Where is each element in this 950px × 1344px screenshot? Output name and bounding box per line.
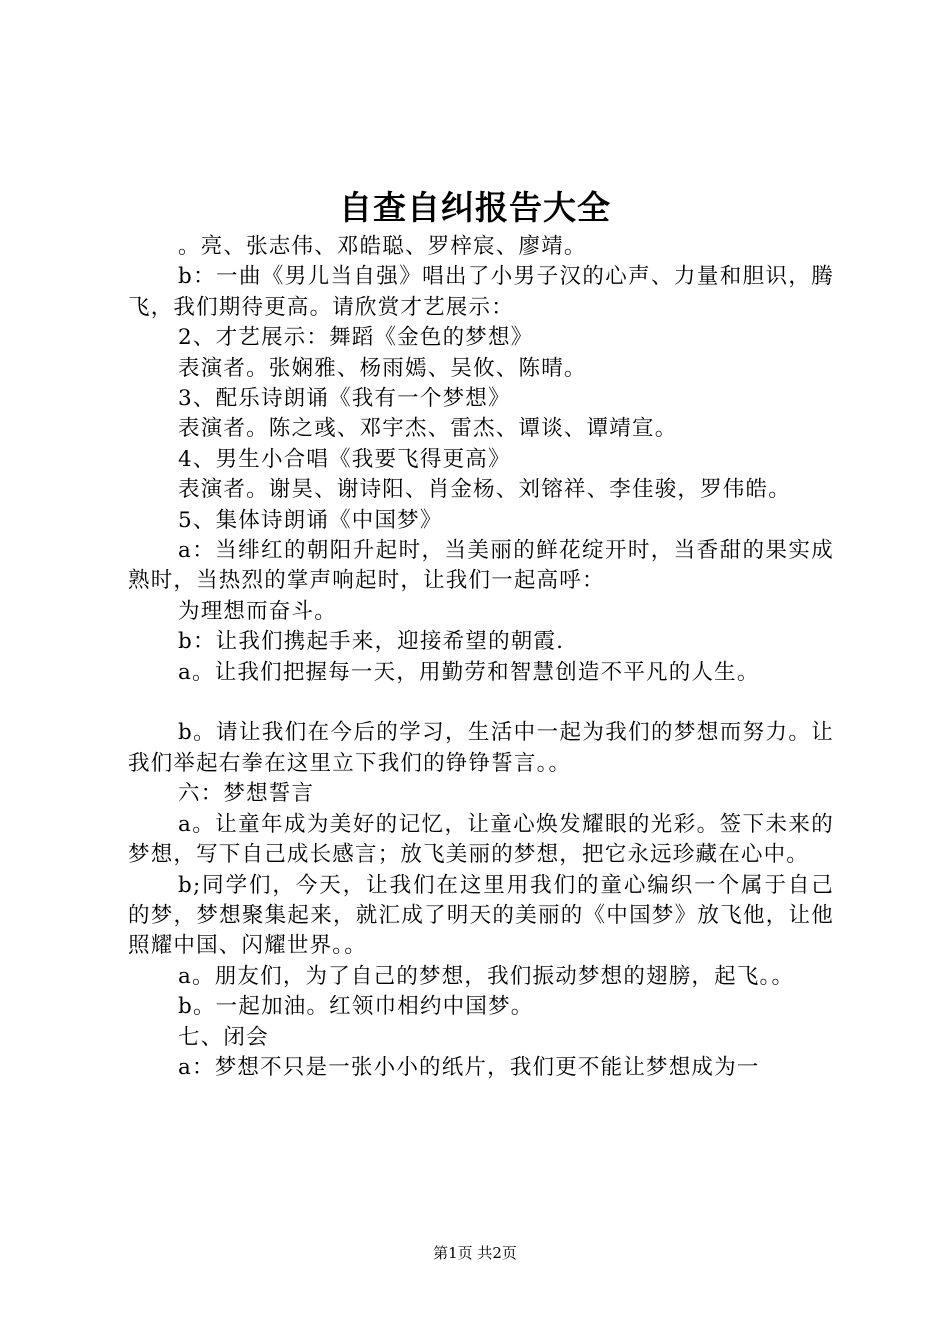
paragraph: b;同学们，今天，让我们在这里用我们的童心编织一个属于自己的梦，梦想聚集起来，就汇成了明天的美丽的《中国梦》放飞他，让他照耀中国、闪耀世界。。: [128, 872, 834, 959]
paragraph: 4、男生小合唱《我要飞得更高》: [178, 446, 511, 472]
paragraph: a。让童年成为美好的记忆，让童心焕发耀眼的光彩。签下未来的梦想，写下自己成长感言；放飞美丽的梦想，把它永远珍藏在心中。: [128, 811, 834, 868]
blank-line: [128, 688, 834, 718]
paragraph: 表演者。张娴雅、杨雨嫣、吴攸、陈晴。: [178, 355, 587, 381]
page-footer: 第1页 共2页: [433, 1244, 517, 1262]
paragraph: a。让我们把握每一天，用勤劳和智慧创造不平凡的人生。: [178, 659, 760, 685]
paragraph: 表演者。谢昊、谢诗阳、肖金杨、刘镕祥、李佳骏，罗伟皓。: [178, 477, 791, 503]
paragraph: b。请让我们在今后的学习，生活中一起为我们的梦想而努力。让我们举起右拳在这里立下我们的铮铮誓言。。: [128, 720, 834, 776]
paragraph: a：梦想不只是一张小小的纸片，我们更不能让梦想成为一: [178, 1054, 760, 1080]
document-body: [128, 232, 834, 1083]
paragraph: b：一曲《男儿当自强》唱出了小男子汉的心声、力量和胆识，腾飞，我们期待更高。请欣赏才艺展示：: [128, 264, 834, 320]
paragraph: 5、集体诗朗诵《中国梦》: [178, 507, 443, 533]
paragraph: 表演者。陈之彧、邓宇杰、雷杰、谭谈、谭靖宣。: [178, 416, 678, 442]
paragraph: b：让我们携起手来，迎接希望的朝霞.: [178, 629, 565, 655]
paragraph: 六：梦想誓言: [178, 781, 315, 807]
paragraph: 3、配乐诗朗诵《我有一个梦想》: [178, 386, 511, 412]
paragraph: b。一起加油。红领巾相约中国梦。: [178, 994, 534, 1020]
paragraph: 七、闭会: [178, 1024, 269, 1050]
paragraph: 2、才艺展示：舞蹈《金色的梦想》: [178, 325, 534, 351]
paragraph: a：当绯红的朝阳升起时，当美丽的鲜花绽开时，当香甜的果实成熟时，当热烈的掌声响起时，让我们一起高呼：: [128, 538, 834, 594]
paragraph: a。朋友们，为了自己的梦想，我们振动梦想的翅膀，起飞。。: [178, 963, 795, 989]
document-title: 自查自纠报告大全: [339, 188, 611, 227]
paragraph: 。亮、张志伟、邓皓聪、罗梓宸、廖靖。: [178, 234, 587, 259]
paragraph: 为理想而奋斗。: [178, 598, 337, 624]
